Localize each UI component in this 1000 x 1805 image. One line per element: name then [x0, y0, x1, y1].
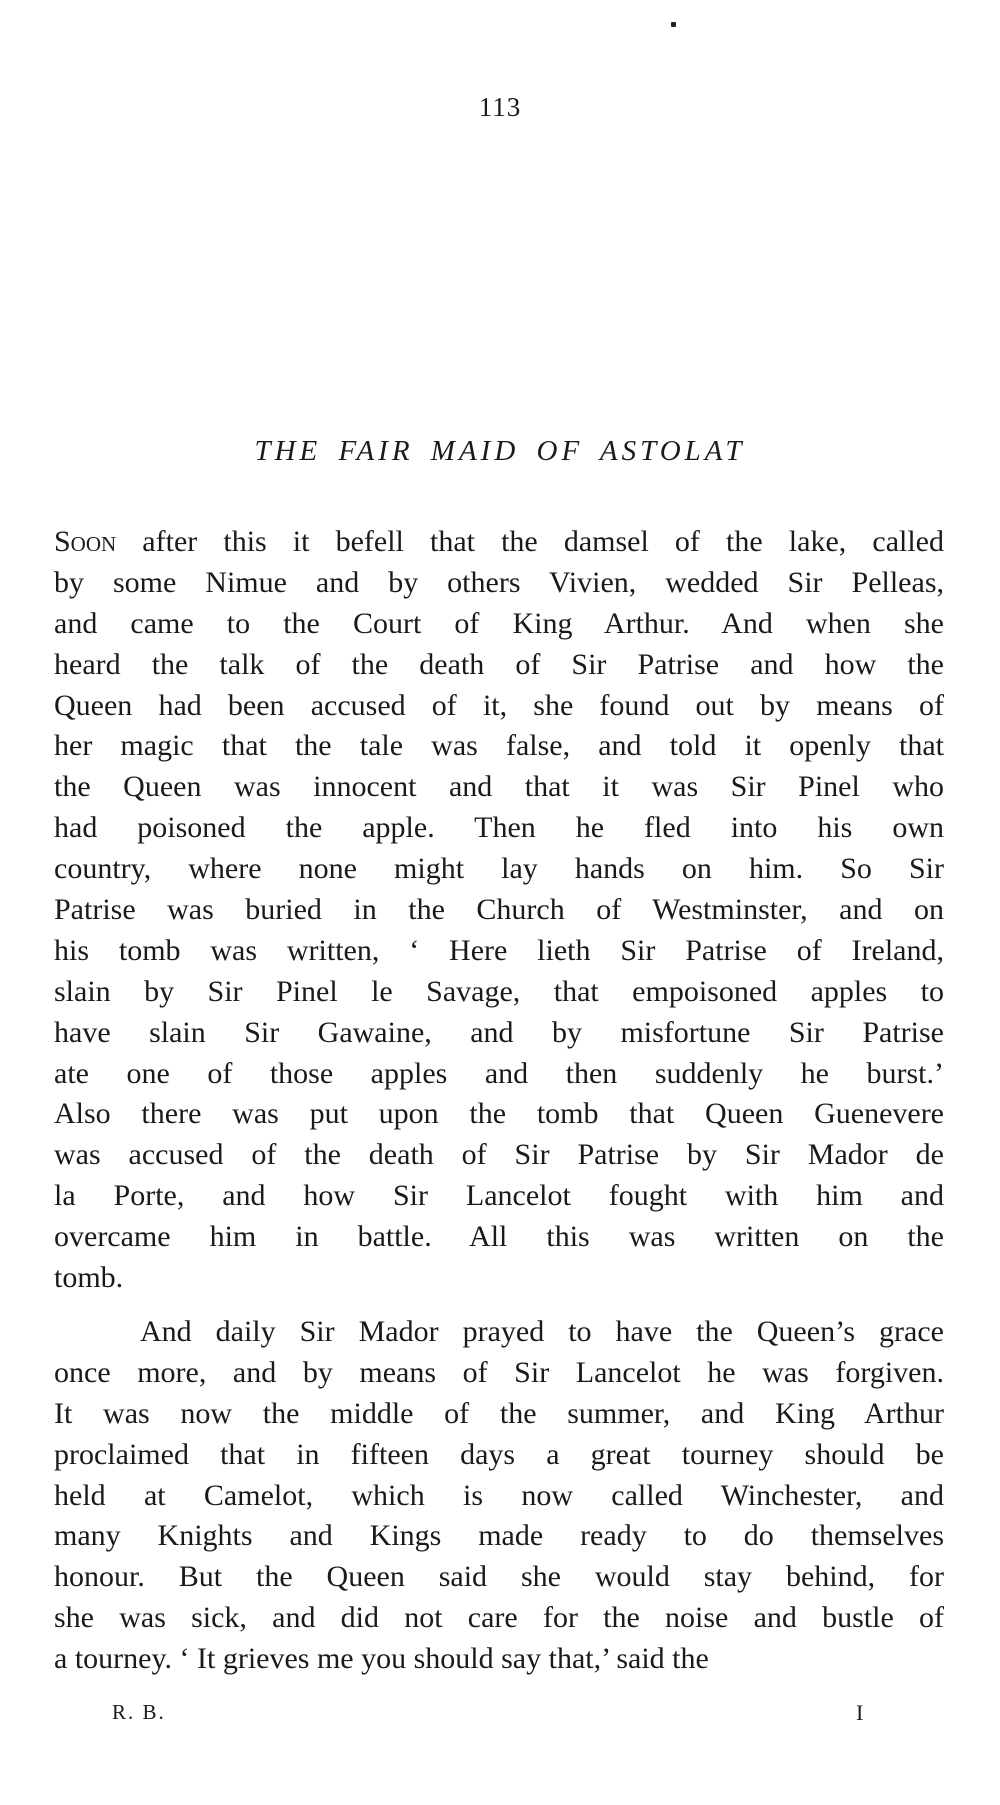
text-line	[54, 645, 944, 686]
text-line	[54, 1176, 944, 1217]
line-text: proclaimed that in fifteen days a great tourney should be	[54, 1437, 944, 1471]
line-text: his tomb was written, ‘ Here lieth Sir Patrise of Ireland,	[54, 933, 944, 967]
line-text: she was sick, and did not care for the noise and bustle of	[54, 1601, 944, 1635]
line-text: once more, and by means of Sir Lancelot he was forgiven.	[54, 1355, 944, 1389]
text-line	[54, 1516, 944, 1557]
text-line	[54, 1054, 944, 1095]
line-text: had poisoned the apple. Then he fled into his own	[54, 811, 944, 845]
text-line	[54, 1094, 944, 1135]
line-text: held at Camelot, which is now called Winchester, and	[54, 1478, 944, 1512]
line-text: country, where none might lay hands on him. So Sir	[54, 852, 944, 886]
text-line	[54, 686, 944, 727]
text-line	[54, 522, 944, 563]
text-line	[54, 890, 944, 931]
text-line	[54, 849, 944, 890]
line-text: by some Nimue and by others Vivien, wedded Sir Pelleas,	[54, 565, 944, 599]
paragraph-1	[54, 522, 944, 1299]
text-line	[54, 1557, 944, 1598]
text-line	[54, 726, 944, 767]
paragraph-2	[54, 1312, 944, 1680]
text-line	[54, 1013, 944, 1054]
text-line	[54, 1394, 944, 1435]
line-text: heard the talk of the death of Sir Patrise and how the	[54, 647, 944, 681]
text-line	[54, 1353, 944, 1394]
ink-speck	[671, 22, 676, 27]
text-line	[54, 972, 944, 1013]
line-text: tomb.	[54, 1261, 124, 1295]
line-text: Patrise was buried in the Church of Westminster, and on	[54, 893, 944, 927]
text-line	[54, 1312, 944, 1353]
line-text: ate one of those apples and then suddenly he burst.’	[54, 1056, 944, 1090]
line-text: the Queen was innocent and that it was Sir Pinel who	[54, 770, 944, 804]
line-text: and came to the Court of King Arthur. And when she	[54, 606, 944, 640]
chapter-title: THE FAIR MAID OF ASTOLAT	[254, 435, 746, 467]
line-text: It was now the middle of the summer, and King Arthur	[54, 1396, 944, 1430]
line-text: honour. But the Queen said she would stay behind, for	[54, 1560, 944, 1594]
line-text: overcame him in battle. All this was written on the	[54, 1220, 944, 1254]
text-line	[54, 1435, 944, 1476]
line-text: la Porte, and how Sir Lancelot fought with him and	[54, 1179, 944, 1213]
line-text: a tourney. ‘ It grieves me you should say that,’ said the	[54, 1642, 709, 1676]
line-text: slain by Sir Pinel le Savage, that empoisoned apples to	[54, 974, 944, 1008]
text-line	[54, 1217, 944, 1258]
line-text: after this it befell that the damsel of the lake, called	[116, 525, 944, 558]
text-line	[54, 931, 944, 972]
text-line	[54, 767, 944, 808]
line-text: many Knights and Kings made ready to do themselves	[54, 1519, 944, 1553]
text-line	[54, 1135, 944, 1176]
text-line	[54, 1639, 944, 1680]
text-line	[54, 604, 944, 645]
page-number: 113	[478, 92, 522, 122]
text-line	[54, 808, 944, 849]
line-text: Also there was put upon the tomb that Queen Guenevere	[54, 1097, 944, 1131]
drop-word: Soon	[54, 525, 117, 558]
text-line	[54, 1258, 944, 1299]
sheet-mark: I	[856, 1700, 864, 1725]
signature-mark: R. B.	[112, 1700, 166, 1724]
line-text: And daily Sir Mador prayed to have the Queen’s grace	[140, 1315, 944, 1348]
text-line	[54, 1598, 944, 1639]
line-text: her magic that the tale was false, and told it openly that	[54, 729, 944, 763]
line-text: was accused of the death of Sir Patrise by Sir Mador de	[54, 1138, 944, 1172]
text-line	[54, 1476, 944, 1517]
line-text: Queen had been accused of it, she found out by means of	[54, 688, 944, 722]
line-text: have slain Sir Gawaine, and by misfortune Sir Patrise	[54, 1015, 944, 1049]
text-line	[54, 563, 944, 604]
